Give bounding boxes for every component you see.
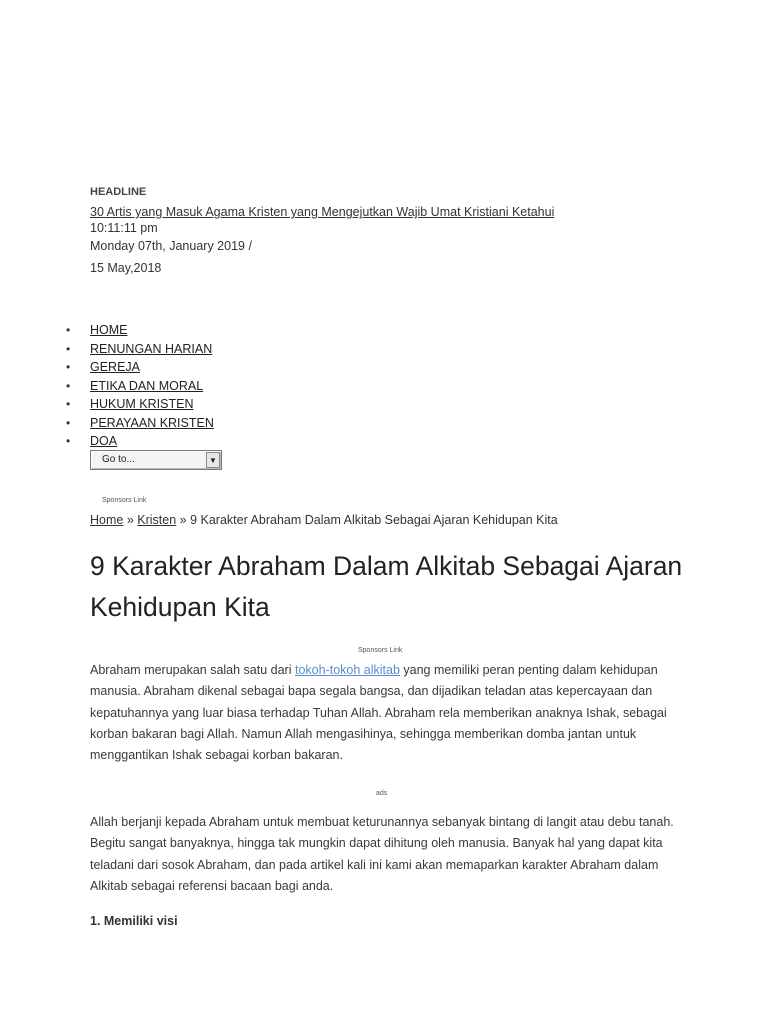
nav-item-etika-dan-moral xyxy=(0,377,214,396)
headline-article-link[interactable]: 30 Artis yang Masuk Agama Kristen yang Mengejutkan Wajib Umat Kristiani Ketahui xyxy=(90,205,555,219)
breadcrumb-separator: » xyxy=(126,513,134,527)
breadcrumb-category-link[interactable]: Kristen xyxy=(137,513,177,527)
main-nav xyxy=(0,321,214,451)
bullet-icon: • xyxy=(66,378,71,393)
bullet-icon: • xyxy=(66,415,71,430)
chevron-down-icon[interactable]: ▼ xyxy=(206,452,220,468)
article-paragraph: Allah berjanji kepada Abraham untuk membuat keturunannya sebanyak bintang di langit atau debu tanah. Begitu sangat banyaknya, hingga tak mungkin dapat dihitung oleh manusia. Banyak hal yang dapat kita teladani dari sosok Abraham, dan pada artikel kali ini kami akan memaparkan karakter Abraham dalam Alkitab sebagai referensi bacaan bagi anda. xyxy=(90,815,674,893)
breadcrumb-separator: » xyxy=(179,513,187,527)
bullet-icon: • xyxy=(66,434,71,448)
bullet-icon: • xyxy=(66,397,71,411)
bullet-icon: • xyxy=(66,360,71,374)
headline-label: HEADLINE xyxy=(90,186,147,198)
goto-select-value: Go to... xyxy=(102,454,135,465)
nav-link-etika-dan-moral[interactable]: ETIKA DAN MORAL xyxy=(90,378,204,393)
ads-label: ads xyxy=(376,790,388,797)
breadcrumb-home-link[interactable]: Home xyxy=(90,513,124,527)
published-date: 15 May,2018 xyxy=(90,261,162,275)
nav-item-home xyxy=(0,321,214,340)
article-title: 9 Karakter Abraham Dalam Alkitab Sebagai Ajaran Kehidupan Kita xyxy=(90,551,683,622)
paragraph-text: Abraham merupakan salah satu dari xyxy=(90,663,295,677)
article-paragraph xyxy=(90,660,690,766)
bullet-icon: • xyxy=(66,323,71,337)
breadcrumb-current: 9 Karakter Abraham Dalam Alkitab Sebagai Ajaran Kehidupan Kita xyxy=(190,513,558,527)
nav-item-gereja xyxy=(0,358,214,377)
section-heading: 1. Memiliki visi xyxy=(90,914,178,928)
current-date: Monday 07th, January 2019 / xyxy=(90,239,252,253)
nav-link-perayaan-kristen[interactable]: PERAYAAN KRISTEN xyxy=(90,415,214,430)
goto-select[interactable] xyxy=(90,450,222,470)
tokoh-alkitab-link[interactable]: tokoh-tokoh alkitab xyxy=(294,663,400,677)
nav-link-home[interactable]: HOME xyxy=(90,323,128,337)
clock-time: 10:11:11 pm xyxy=(90,221,158,235)
nav-item-renungan-harian xyxy=(0,340,214,359)
nav-item-perayaan-kristen xyxy=(0,414,214,433)
nav-link-renungan-harian[interactable]: RENUNGAN HARIAN xyxy=(90,341,213,356)
nav-link-hukum-kristen[interactable]: HUKUM KRISTEN xyxy=(90,397,194,411)
sponsors-link-label: Sponsors Link xyxy=(358,647,403,654)
nav-link-gereja[interactable]: GEREJA xyxy=(90,360,141,374)
paragraph-text: yang memiliki peran penting dalam kehidupan manusia. Abraham dikenal sebagai bapa segala bangsa, dan dijadikan teladan atas kepercayaan dan kepatuhannya yang luar biasa terhadap Tuhan Allah. Abraham rela memberikan anaknya Ishak, sebagai korban bakaran bagi Allah. Namun Allah mengasihinya, sehingga memberikan domba jantan untuk menggantikan Ishak sebagai korban bakaran. xyxy=(90,663,667,763)
nav-item-hukum-kristen xyxy=(0,395,214,414)
bullet-icon: • xyxy=(66,341,71,356)
nav-item-doa xyxy=(0,432,214,451)
breadcrumb xyxy=(90,513,558,527)
nav-link-doa[interactable]: DOA xyxy=(90,434,118,448)
sponsors-link-label: Sponsors Link xyxy=(102,497,147,504)
